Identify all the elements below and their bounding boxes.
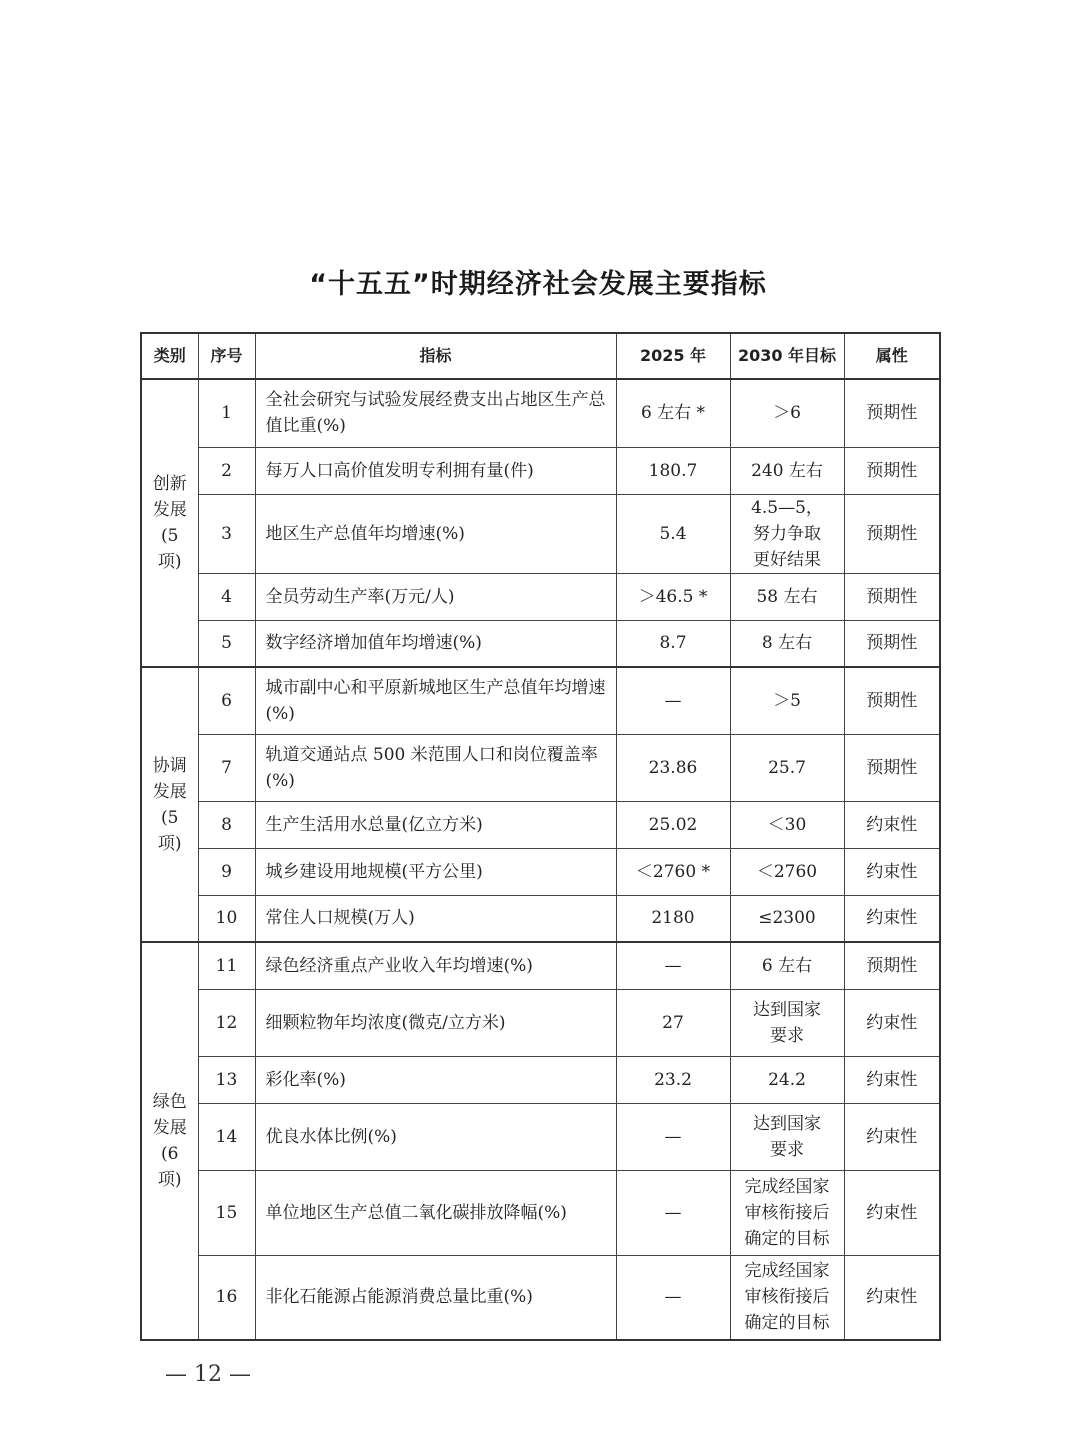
- category-cell: 绿色 发展 (6 项): [141, 942, 198, 1340]
- indicator-cell: 城市副中心和平原新城地区生产总值年均增速(%): [255, 667, 616, 734]
- target-2030-cell: 25.7: [730, 734, 844, 801]
- table-row: [141, 895, 940, 942]
- attribute-cell: 预期性: [844, 942, 940, 989]
- attribute-cell: 约束性: [844, 1103, 940, 1170]
- indicator-cell: 彩化率(%): [255, 1056, 616, 1103]
- seq-cell: 13: [198, 1056, 255, 1103]
- value-2025-cell: 8.7: [616, 620, 730, 667]
- value-2025-cell: ＜2760 *: [616, 848, 730, 895]
- seq-cell: 15: [198, 1170, 255, 1255]
- header-2030: 2030 年目标: [730, 333, 844, 379]
- page-number: — 12 —: [165, 1362, 251, 1387]
- attribute-cell: 约束性: [844, 1170, 940, 1255]
- attribute-cell: 约束性: [844, 1056, 940, 1103]
- value-2025-cell: 180.7: [616, 447, 730, 494]
- indicator-cell: 优良水体比例(%): [255, 1103, 616, 1170]
- indicators-table: [140, 332, 941, 1341]
- target-2030-cell: 6 左右: [730, 942, 844, 989]
- target-2030-cell: 完成经国家 审核衔接后 确定的目标: [730, 1170, 844, 1255]
- indicator-cell: 生产生活用水总量(亿立方米): [255, 801, 616, 848]
- table-row: [141, 447, 940, 494]
- table-header-row: [141, 333, 940, 379]
- seq-cell: 10: [198, 895, 255, 942]
- category-cell: 创新 发展 (5 项): [141, 379, 198, 667]
- table-row: [141, 801, 940, 848]
- seq-cell: 4: [198, 573, 255, 620]
- table-body: [141, 379, 940, 1340]
- table-row: [141, 667, 940, 734]
- attribute-cell: 预期性: [844, 734, 940, 801]
- indicator-cell: 非化石能源占能源消费总量比重(%): [255, 1255, 616, 1340]
- seq-cell: 7: [198, 734, 255, 801]
- attribute-cell: 约束性: [844, 989, 940, 1056]
- attribute-cell: 预期性: [844, 379, 940, 447]
- attribute-cell: 约束性: [844, 801, 940, 848]
- value-2025-cell: ＞46.5 *: [616, 573, 730, 620]
- indicator-cell: 城乡建设用地规模(平方公里): [255, 848, 616, 895]
- target-2030-cell: 达到国家 要求: [730, 989, 844, 1056]
- seq-cell: 12: [198, 989, 255, 1056]
- value-2025-cell: —: [616, 1103, 730, 1170]
- value-2025-cell: 27: [616, 989, 730, 1056]
- header-2025: 2025 年: [616, 333, 730, 379]
- table-row: [141, 1255, 940, 1340]
- target-2030-cell: 24.2: [730, 1056, 844, 1103]
- value-2025-cell: 2180: [616, 895, 730, 942]
- value-2025-cell: —: [616, 1255, 730, 1340]
- seq-cell: 8: [198, 801, 255, 848]
- attribute-cell: 预期性: [844, 494, 940, 573]
- table-row: [141, 1170, 940, 1255]
- attribute-cell: 预期性: [844, 620, 940, 667]
- indicator-cell: 数字经济增加值年均增速(%): [255, 620, 616, 667]
- value-2025-cell: —: [616, 667, 730, 734]
- target-2030-cell: 达到国家 要求: [730, 1103, 844, 1170]
- target-2030-cell: ＜30: [730, 801, 844, 848]
- value-2025-cell: —: [616, 942, 730, 989]
- attribute-cell: 约束性: [844, 895, 940, 942]
- seq-cell: 1: [198, 379, 255, 447]
- seq-cell: 5: [198, 620, 255, 667]
- table-row: [141, 1103, 940, 1170]
- page-title: “十五五”时期经济社会发展主要指标: [309, 269, 767, 300]
- seq-cell: 16: [198, 1255, 255, 1340]
- header-category: 类别: [141, 333, 198, 379]
- indicator-cell: 每万人口高价值发明专利拥有量(件): [255, 447, 616, 494]
- indicator-cell: 地区生产总值年均增速(%): [255, 494, 616, 573]
- target-2030-cell: ＞6: [730, 379, 844, 447]
- target-2030-cell: ＜2760: [730, 848, 844, 895]
- header-seq: 序号: [198, 333, 255, 379]
- attribute-cell: 预期性: [844, 447, 940, 494]
- target-2030-cell: 4.5—5， 努力争取 更好结果: [730, 494, 844, 573]
- attribute-cell: 约束性: [844, 1255, 940, 1340]
- value-2025-cell: 5.4: [616, 494, 730, 573]
- indicator-cell: 细颗粒物年均浓度(微克/立方米): [255, 989, 616, 1056]
- seq-cell: 14: [198, 1103, 255, 1170]
- target-2030-cell: ≤2300: [730, 895, 844, 942]
- seq-cell: 3: [198, 494, 255, 573]
- target-2030-cell: 8 左右: [730, 620, 844, 667]
- value-2025-cell: 23.86: [616, 734, 730, 801]
- header-indicator: 指标: [255, 333, 616, 379]
- category-cell: 协调 发展 (5 项): [141, 667, 198, 942]
- indicator-cell: 全员劳动生产率(万元/人): [255, 573, 616, 620]
- header-attr: 属性: [844, 333, 940, 379]
- value-2025-cell: 6 左右 *: [616, 379, 730, 447]
- seq-cell: 11: [198, 942, 255, 989]
- value-2025-cell: 23.2: [616, 1056, 730, 1103]
- attribute-cell: 预期性: [844, 667, 940, 734]
- value-2025-cell: —: [616, 1170, 730, 1255]
- target-2030-cell: 58 左右: [730, 573, 844, 620]
- seq-cell: 9: [198, 848, 255, 895]
- target-2030-cell: 240 左右: [730, 447, 844, 494]
- table-row: [141, 1056, 940, 1103]
- table-row: [141, 989, 940, 1056]
- indicator-cell: 单位地区生产总值二氧化碳排放降幅(%): [255, 1170, 616, 1255]
- seq-cell: 6: [198, 667, 255, 734]
- table-row: [141, 942, 940, 989]
- attribute-cell: 约束性: [844, 848, 940, 895]
- indicator-cell: 全社会研究与试验发展经费支出占地区生产总值比重(%): [255, 379, 616, 447]
- seq-cell: 2: [198, 447, 255, 494]
- table-row: [141, 494, 940, 573]
- attribute-cell: 预期性: [844, 573, 940, 620]
- target-2030-cell: 完成经国家 审核衔接后 确定的目标: [730, 1255, 844, 1340]
- table-row: [141, 734, 940, 801]
- table-row: [141, 379, 940, 447]
- table-row: [141, 848, 940, 895]
- indicator-cell: 绿色经济重点产业收入年均增速(%): [255, 942, 616, 989]
- table-row: [141, 573, 940, 620]
- indicator-cell: 轨道交通站点 500 米范围人口和岗位覆盖率(%): [255, 734, 616, 801]
- table-row: [141, 620, 940, 667]
- value-2025-cell: 25.02: [616, 801, 730, 848]
- target-2030-cell: ＞5: [730, 667, 844, 734]
- indicator-cell: 常住人口规模(万人): [255, 895, 616, 942]
